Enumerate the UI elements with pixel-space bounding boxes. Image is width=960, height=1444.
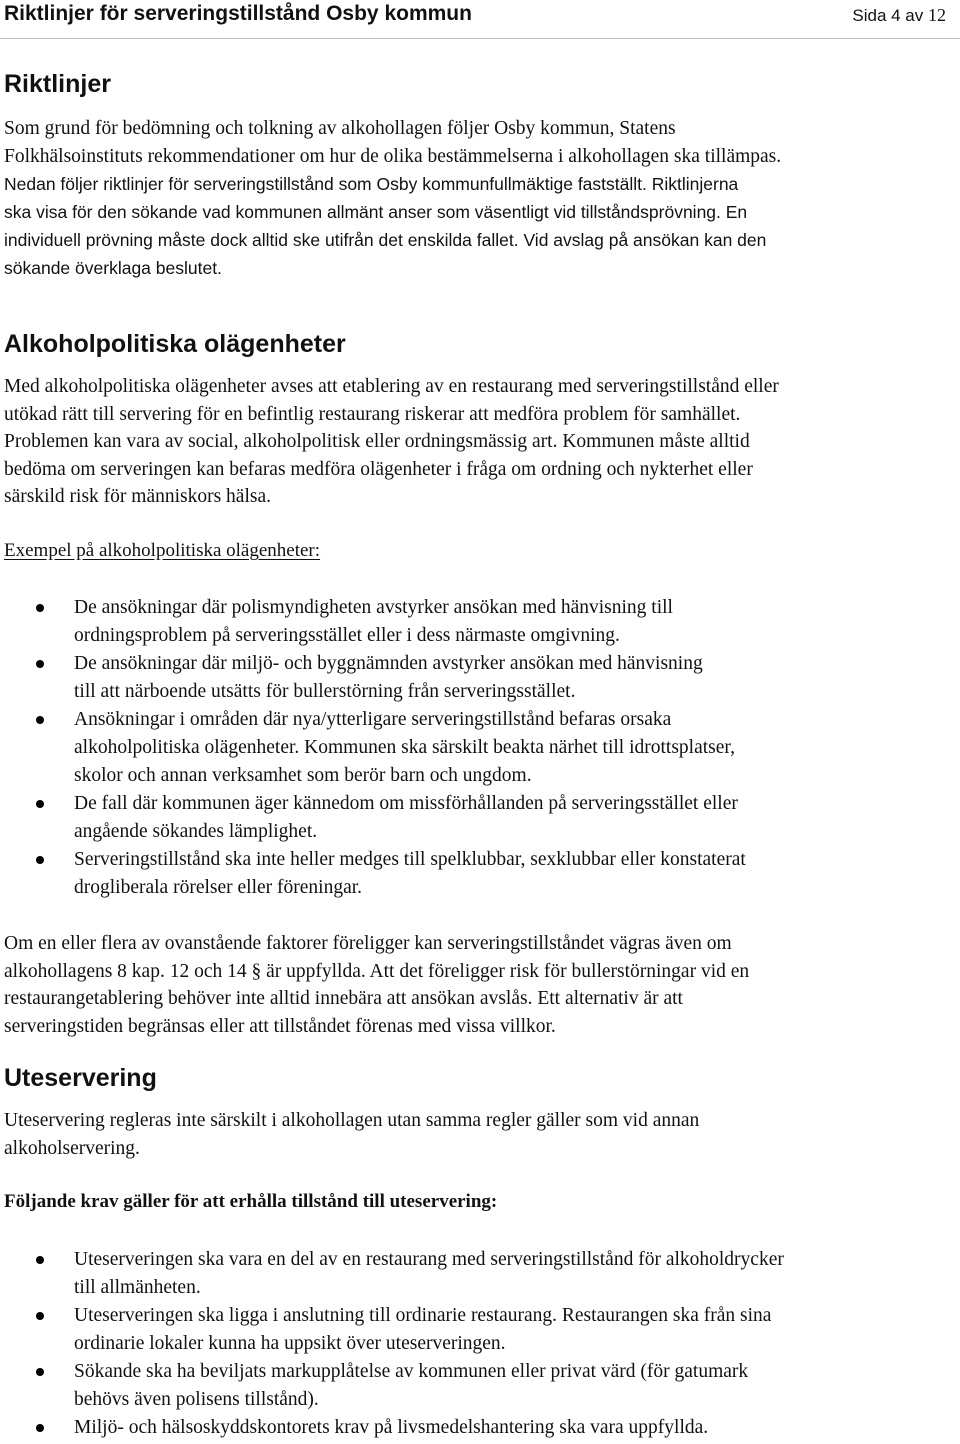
text-line: Uteserveringen ska ligga i anslutning till ordinarie restaurang. Restaurangen ska från sina [74,1305,772,1326]
list-item [0,1302,960,1358]
page-header [0,0,960,39]
page-total: 12 [928,5,946,25]
bullet-icon [36,856,44,864]
text-line: bedöma om serveringen kan befaras medföra olägenheter i fråga om ordning och nykterhet eller [4,458,753,480]
text-line: ordningsproblem på serveringsstället eller i dess närmaste omgivning. [74,625,620,646]
uteservering-paragraph [4,1107,956,1162]
text-line: särskild risk för människors hälsa. [4,486,272,507]
text-line: restaurangetablering behöver inte alltid innebära att ansökan avslås. Ett alternativ är att [4,988,683,1009]
list-item [0,1246,960,1302]
text-line: sökande överklaga beslutet. [4,258,222,278]
text-line: Uteserveringen ska vara en del av en restaurang med serveringstillstånd för alkoholdrycker [74,1249,784,1270]
text-line: till allmänheten. [74,1277,201,1298]
list-item [0,1358,960,1414]
text-line: angående sökandes lämplighet. [74,821,318,842]
text-line: Ansökningar i områden där nya/ytterligare serveringstillstånd befaras orsaka [74,709,672,730]
text-line: Som grund för bedömning och tolkning av alkohollagen följer Osby kommun, Statens [4,118,676,139]
text-line: De fall där kommunen äger kännedom om missförhållanden på serveringsstället eller [74,793,738,814]
bullet-icon [36,1256,44,1264]
text-line: till att närboende utsätts för bullerstörning från serveringsstället. [74,681,576,702]
bullet-icon [36,800,44,808]
heading-riktlinjer: Riktlinjer [4,70,111,98]
riktlinjer-paragraph-1 [4,115,956,170]
text-line: Problemen kan vara av social, alkoholpolitisk eller ordningsmässig art. Kommunen måste alltid [4,431,750,452]
text-line: skolor och annan verksamhet som berör barn och ungdom. [74,765,532,786]
page-label: Sida 4 av [852,6,924,25]
text-line: drogliberala rörelser eller föreningar. [74,877,363,898]
text-line: De ansökningar där polismyndigheten avstyrker ansökan med hänvisning till [74,597,673,618]
heading-uteservering: Uteservering [4,1064,157,1092]
bullet-icon [36,1312,44,1320]
olagenheter-paragraph [4,373,956,511]
text-line: utökad rätt till servering för en befintlig restaurang riskerar att medföra problem för samhället. [4,403,741,425]
text-line: alkoholservering. [4,1137,140,1159]
heading-requirements: Följande krav gäller för att erhålla tillstånd till uteservering: [4,1191,498,1212]
text-line: ska visa för den sökande vad kommunen allmänt anser som väsentligt vid tillståndsprövning. En [4,202,748,222]
heading-alkoholpolitiska-olagenheter: Alkoholpolitiska olägenheter [4,330,346,358]
text-line: individuell prövning måste dock alltid ske utifrån det enskilda fallet. Vid avslag på ansökan kan den [4,230,767,250]
text-line: serveringstiden begränsas eller att tillståndet förenas med vissa villkor. [4,1015,556,1037]
olagenheter-conclusion [4,930,956,1040]
text-line: De ansökningar där miljö- och byggnämnden avstyrker ansökan med hänvisning [74,653,703,674]
text-line: alkohollagens 8 kap. 12 och 14 § är uppfyllda. Att det föreligger risk för bullerstörningar vid en [4,960,750,982]
list-item [0,846,960,902]
text-line: Med alkoholpolitiska olägenheter avses att etablering av en restaurang med serveringstillstånd eller [4,376,779,397]
text-line: Uteservering regleras inte särskilt i alkohollagen utan samma regler gäller som vid annan [4,1110,700,1131]
page-indicator [852,5,946,26]
list-item [0,790,960,846]
text-line: Serveringstillstånd ska inte heller medges till spelklubbar, sexklubbar eller konstaterat [74,849,746,870]
bullet-icon [36,716,44,724]
requirements-list [0,1246,960,1442]
text-line: Folkhälsoinstituts rekommendationer om hur de olika bestämmelserna i alkohollagen ska tillämpas. [4,145,782,167]
list-item [0,650,960,706]
list-item [0,706,960,790]
text-line: behövs även polisens tillstånd). [74,1389,319,1410]
heading-examples: Exempel på alkoholpolitiska olägenheter: [4,540,321,561]
text-line: Miljö- och hälsoskyddskontorets krav på livsmedelshantering ska vara uppfyllda. [74,1417,709,1438]
riktlinjer-paragraph-2 [4,170,956,282]
bullet-icon [36,1368,44,1376]
document-title: Riktlinjer för serveringstillstånd Osby kommun [4,2,472,25]
bullet-icon [36,1424,44,1432]
text-line: Om en eller flera av ovanstående faktorer föreligger kan serveringstillståndet vägras även om [4,933,732,954]
text-line: Nedan följer riktlinjer för serveringstillstånd som Osby kommunfullmäktige fastställt. Riktlinjerna [4,174,739,194]
text-line: alkoholpolitiska olägenheter. Kommunen ska särskilt beakta närhet till idrottsplatser, [74,737,735,758]
bullet-icon [36,660,44,668]
list-item [0,594,960,650]
examples-list [0,594,960,902]
list-item [0,1414,960,1442]
bullet-icon [36,604,44,612]
text-line: Sökande ska ha beviljats markupplåtelse av kommunen eller privat värd (för gatumark [74,1361,749,1382]
text-line: ordinarie lokaler kunna ha uppsikt över uteserveringen. [74,1333,506,1354]
